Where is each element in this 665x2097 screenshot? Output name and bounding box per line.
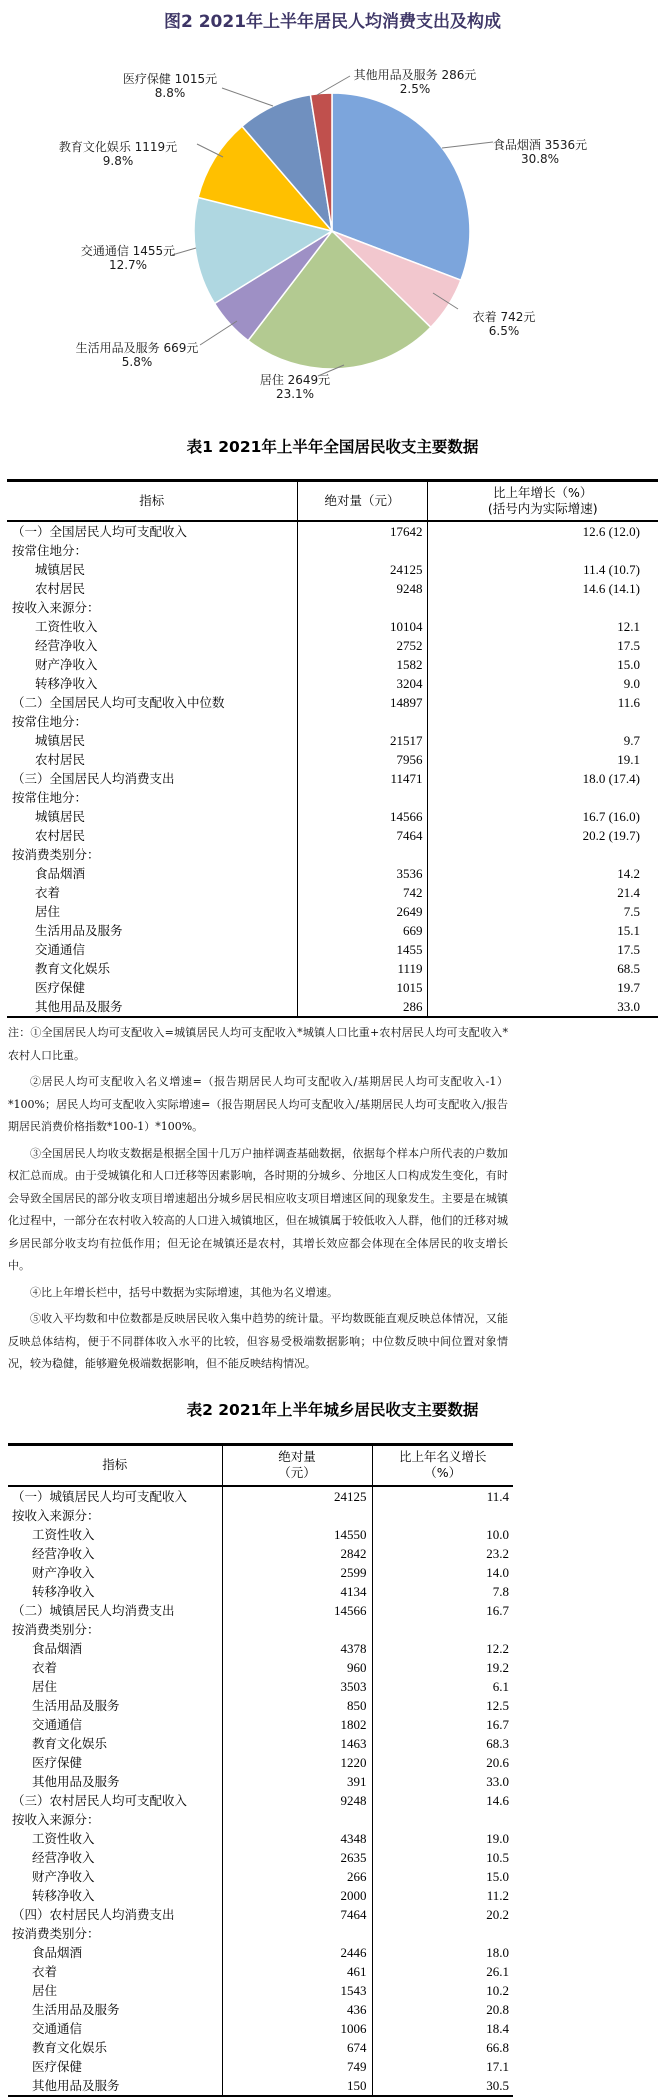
pie-label-text: 食品烟酒 3536元 [492, 138, 588, 152]
table-row [7, 693, 658, 712]
pie-label-household [37, 341, 237, 369]
absolute-value-cell: 3503 [222, 1677, 372, 1696]
pie-label-text: 生活用品及服务 669元 [75, 341, 199, 355]
indicator-cell: （四）农村居民人均消费支出 [12, 1906, 175, 1922]
absolute-value-cell: 1463 [222, 1734, 372, 1753]
pie-label-pct: 6.5% [488, 324, 520, 338]
pie-label-health [70, 72, 270, 100]
table-row [7, 864, 658, 883]
absolute-value-cell: 7464 [297, 826, 427, 845]
indicator-cell: 按常住地分： [12, 543, 88, 558]
table-row [8, 1525, 513, 1544]
indicator-cell: 其他用品及服务 [32, 1773, 120, 1789]
absolute-value-cell: 14566 [222, 1601, 372, 1620]
table-row [7, 750, 658, 769]
indicator-cell: 生活用品及服务 [32, 1697, 120, 1713]
table-row [8, 2057, 513, 2076]
indicator-cell: 医疗保健 [32, 2058, 83, 2074]
indicator-cell: 城镇居民 [35, 733, 86, 748]
absolute-value-cell: 14566 [297, 807, 427, 826]
indicator-cell: 按消费类别分： [12, 1621, 100, 1637]
indicator-cell: 交通通信 [32, 1716, 83, 1732]
col-header-growth-line1: 比上年名义增长 [398, 1449, 487, 1464]
table-row [7, 617, 658, 636]
pie-label-pct: 2.5% [399, 82, 431, 96]
growth-value-cell: 14.2 [617, 866, 640, 881]
absolute-value-cell: 1015 [297, 978, 427, 997]
table-row [8, 1791, 513, 1810]
table-row [8, 1696, 513, 1715]
table-row [8, 1486, 513, 1506]
table-row [8, 1620, 513, 1639]
absolute-value-cell: 7464 [222, 1905, 372, 1924]
indicator-cell: 经营净收入 [35, 638, 98, 653]
table-row [7, 959, 658, 978]
absolute-value-cell: 2446 [222, 1943, 372, 1962]
table-row [7, 521, 658, 541]
indicator-cell: 教育文化娱乐 [32, 1735, 108, 1751]
table-row [8, 1829, 513, 1848]
indicator-cell: 教育文化娱乐 [32, 2039, 108, 2055]
table2-header-row [8, 1444, 513, 1486]
absolute-value-cell [297, 712, 427, 731]
indicator-cell: 按常住地分： [12, 790, 88, 805]
table-row [7, 978, 658, 997]
indicator-cell: 工资性收入 [35, 619, 98, 634]
table-row [7, 883, 658, 902]
growth-value-cell [427, 788, 658, 807]
indicator-cell: 衣着 [35, 885, 61, 900]
indicator-cell: （三）农村居民人均可支配收入 [12, 1792, 188, 1808]
growth-value-cell [427, 845, 658, 864]
table1 [7, 479, 658, 1018]
table-row [7, 731, 658, 750]
absolute-value-cell: 21517 [297, 731, 427, 750]
growth-value-cell: 17.5 [617, 638, 640, 653]
growth-value-cell: 9.0 [623, 676, 640, 691]
absolute-value-cell: 749 [222, 2057, 372, 2076]
indicator-cell: 农村居民 [35, 752, 86, 767]
indicator-cell: （二）城镇居民人均消费支出 [12, 1602, 175, 1618]
growth-value-cell: 15.1 [617, 923, 640, 938]
growth-value-cell: 66.8 [486, 2039, 509, 2055]
indicator-cell: 财产净收入 [32, 1564, 95, 1580]
absolute-value-cell: 1582 [297, 655, 427, 674]
absolute-value-cell: 3204 [297, 674, 427, 693]
absolute-value-cell: 14897 [297, 693, 427, 712]
indicator-cell: 工资性收入 [32, 1526, 95, 1542]
table-row [7, 826, 658, 845]
table-row [8, 1753, 513, 1772]
indicator-cell: 交通通信 [35, 942, 86, 957]
table-row [8, 1601, 513, 1620]
pie-chart-area [0, 40, 665, 415]
figure2-title: 图2 2021年上半年居民人均消费支出及构成 [163, 12, 502, 32]
growth-value-cell: 16.7 [486, 1716, 509, 1732]
table-row [7, 769, 658, 788]
col-header-growth [427, 481, 658, 522]
growth-value-cell: 16.7 (16.0) [582, 809, 640, 824]
absolute-value-cell: 266 [222, 1867, 372, 1886]
indicator-cell: 经营净收入 [32, 1545, 95, 1561]
pie-label-pct: 5.8% [121, 355, 153, 369]
absolute-value-cell: 7956 [297, 750, 427, 769]
pie-label-clothing [404, 310, 604, 338]
growth-value-cell: 20.2 [486, 1906, 509, 1922]
absolute-value-cell: 461 [222, 1962, 372, 1981]
table-row [8, 1848, 513, 1867]
absolute-value-cell: 960 [222, 1658, 372, 1677]
pie-label-housing [195, 373, 395, 401]
absolute-value-cell [297, 845, 427, 864]
growth-value-cell: 17.5 [617, 942, 640, 957]
absolute-value-cell: 24125 [297, 560, 427, 579]
indicator-cell: 城镇居民 [35, 562, 86, 577]
growth-value-cell [372, 1506, 513, 1525]
indicator-cell: 衣着 [32, 1659, 58, 1675]
absolute-value-cell [297, 788, 427, 807]
growth-value-cell: 33.0 [486, 1773, 509, 1789]
absolute-value-cell [222, 1810, 372, 1829]
absolute-value-cell: 1543 [222, 1981, 372, 2000]
table-row [7, 674, 658, 693]
absolute-value-cell: 2649 [297, 902, 427, 921]
indicator-cell: 医疗保健 [32, 1754, 83, 1770]
growth-value-cell: 14.0 [486, 1564, 509, 1580]
table-row [8, 1582, 513, 1601]
absolute-value-cell: 11471 [297, 769, 427, 788]
indicator-cell: 居住 [35, 904, 61, 919]
table-row [7, 541, 658, 560]
indicator-cell: 农村居民 [35, 828, 86, 843]
table-row [7, 712, 658, 731]
growth-value-cell: 19.0 [486, 1830, 509, 1846]
table-row [8, 1886, 513, 1905]
table-row [8, 1867, 513, 1886]
indicator-cell: 食品烟酒 [32, 1640, 83, 1656]
table1-title: 表1 2021年上半年全国居民收支主要数据 [186, 438, 479, 456]
growth-value-cell: 68.5 [617, 961, 640, 976]
growth-value-cell: 19.2 [486, 1659, 509, 1675]
pie-label-pct: 30.8% [520, 152, 560, 166]
growth-value-cell: 9.7 [623, 733, 640, 748]
table-row [7, 598, 658, 617]
growth-value-cell [372, 1924, 513, 1943]
absolute-value-cell: 2752 [297, 636, 427, 655]
growth-value-cell: 26.1 [486, 1963, 509, 1979]
absolute-value-cell: 9248 [297, 579, 427, 598]
table2 [8, 1443, 513, 2097]
absolute-value-cell [222, 1620, 372, 1639]
growth-value-cell: 23.2 [486, 1545, 509, 1561]
pie-label-other [315, 68, 515, 96]
growth-value-cell: 15.0 [617, 657, 640, 672]
absolute-value-cell [222, 1506, 372, 1525]
pie-label-pct: 12.7% [108, 258, 148, 272]
indicator-cell: 农村居民 [35, 581, 86, 596]
growth-value-cell: 10.0 [486, 1526, 509, 1542]
growth-value-cell: 16.7 [486, 1602, 509, 1618]
growth-value-cell: 11.4 [486, 1488, 509, 1504]
growth-value-cell: 20.2 (19.7) [582, 828, 640, 843]
growth-value-cell: 12.6 (12.0) [582, 524, 640, 539]
indicator-cell: 生活用品及服务 [35, 923, 123, 938]
absolute-value-cell [222, 1924, 372, 1943]
table-row [7, 788, 658, 807]
pie-label-text: 其他用品及服务 286元 [353, 68, 477, 82]
table-row [8, 1924, 513, 1943]
indicator-cell: 按消费类别分： [12, 1925, 100, 1941]
col-header-growth-line1: 比上年增长（%） [493, 485, 593, 500]
absolute-value-cell: 669 [297, 921, 427, 940]
table-row [7, 655, 658, 674]
absolute-value-cell: 1455 [297, 940, 427, 959]
table-row [8, 1943, 513, 1962]
col-header-absolute: 绝对量（元） [297, 481, 427, 522]
table1-header-row [7, 481, 658, 522]
absolute-value-cell: 17642 [297, 521, 427, 541]
absolute-value-cell [297, 598, 427, 617]
absolute-value-cell: 850 [222, 1696, 372, 1715]
indicator-cell: 工资性收入 [32, 1830, 95, 1846]
indicator-cell: （一）城镇居民人均可支配收入 [12, 1488, 188, 1504]
absolute-value-cell: 674 [222, 2038, 372, 2057]
indicator-cell: 医疗保健 [35, 980, 86, 995]
pie-label-text: 医疗保健 1015元 [122, 72, 218, 86]
table-row [8, 2000, 513, 2019]
growth-value-cell: 18.0 (17.4) [582, 771, 640, 786]
absolute-value-cell: 10104 [297, 617, 427, 636]
growth-value-cell: 12.5 [486, 1697, 509, 1713]
table-row [8, 1639, 513, 1658]
col-header-absolute-line1: 绝对量 [278, 1449, 316, 1464]
indicator-cell: 居住 [32, 1678, 58, 1694]
col-header-indicator: 指标 [7, 481, 297, 522]
growth-value-cell: 11.2 [486, 1887, 509, 1903]
absolute-value-cell [297, 541, 427, 560]
col-header-growth-line2: (括号内为实际增速) [487, 501, 598, 516]
growth-value-cell: 20.8 [486, 2001, 509, 2017]
table-row [8, 1563, 513, 1582]
absolute-value-cell: 2842 [222, 1544, 372, 1563]
growth-value-cell: 10.2 [486, 1982, 509, 1998]
pie-label-transport [28, 244, 228, 272]
growth-value-cell [427, 541, 658, 560]
absolute-value-cell: 3536 [297, 864, 427, 883]
indicator-cell: 按收入来源分： [12, 1507, 100, 1523]
growth-value-cell: 6.1 [492, 1678, 509, 1694]
absolute-value-cell: 150 [222, 2076, 372, 2096]
table-row [8, 1981, 513, 2000]
table-row [7, 636, 658, 655]
table-row [7, 921, 658, 940]
pie-label-text: 交通通信 1455元 [80, 244, 176, 258]
indicator-cell: 转移净收入 [35, 676, 98, 691]
growth-value-cell: 12.1 [617, 619, 640, 634]
absolute-value-cell: 742 [297, 883, 427, 902]
absolute-value-cell: 1006 [222, 2019, 372, 2038]
pie-label-pct: 9.8% [102, 154, 134, 168]
growth-value-cell: 19.1 [617, 752, 640, 767]
indicator-cell: 食品烟酒 [32, 1944, 83, 1960]
pie-label-text: 衣着 742元 [472, 310, 536, 324]
indicator-cell: 转移净收入 [32, 1583, 95, 1599]
table-row [8, 1772, 513, 1791]
col-header-absolute [222, 1444, 372, 1486]
absolute-value-cell: 286 [297, 997, 427, 1017]
growth-value-cell: 14.6 [486, 1792, 509, 1808]
absolute-value-cell: 436 [222, 2000, 372, 2019]
growth-value-cell: 30.5 [372, 2076, 513, 2096]
col-header-growth-line2: （%） [424, 1465, 462, 1480]
growth-value-cell [372, 1620, 513, 1639]
indicator-cell: 教育文化娱乐 [35, 961, 111, 976]
pie-label-text: 居住 2649元 [259, 373, 331, 387]
table-row [7, 807, 658, 826]
indicator-cell: 财产净收入 [32, 1868, 95, 1884]
growth-value-cell: 68.3 [486, 1735, 509, 1751]
indicator-cell: 财产净收入 [35, 657, 98, 672]
col-header-growth [372, 1444, 513, 1486]
growth-value-cell: 11.4 (10.7) [583, 562, 640, 577]
indicator-cell: 其他用品及服务 [8, 2076, 222, 2096]
table-row [8, 1962, 513, 1981]
table-row [8, 1506, 513, 1525]
indicator-cell: （三）全国居民人均消费支出 [12, 771, 175, 786]
absolute-value-cell: 9248 [222, 1791, 372, 1810]
growth-value-cell: 18.0 [486, 1944, 509, 1960]
absolute-value-cell: 4134 [222, 1582, 372, 1601]
table-row [7, 560, 658, 579]
indicator-cell: 城镇居民 [35, 809, 86, 824]
indicator-cell: 按常住地分： [12, 714, 88, 729]
indicator-cell: 其他用品及服务 [7, 997, 297, 1017]
growth-value-cell: 14.6 (14.1) [582, 581, 640, 596]
table-row [7, 845, 658, 864]
table-row [8, 1734, 513, 1753]
growth-value-cell: 19.7 [617, 980, 640, 995]
note-5: ⑤收入平均数和中位数都是反映居民收入集中趋势的统计量。平均数既能直观反映总体情况，又能反映总体结构，便于不同群体收入水平的比较，但容易受极端数据影响；中位数反映中间位置对象情况，较为稳健，能够避免极端数据影响，但不能反映结构情况。 [8, 1312, 508, 1370]
indicator-cell: 按收入来源分： [12, 600, 100, 615]
indicator-cell: 经营净收入 [32, 1849, 95, 1865]
absolute-value-cell: 1802 [222, 1715, 372, 1734]
table-row [8, 1715, 513, 1734]
growth-value-cell [427, 712, 658, 731]
indicator-cell: 衣着 [32, 1963, 58, 1979]
absolute-value-cell: 14550 [222, 1525, 372, 1544]
growth-value-cell [427, 598, 658, 617]
growth-value-cell: 17.1 [486, 2058, 509, 2074]
pie-label-text: 教育文化娱乐 1119元 [58, 140, 178, 154]
note-2: ②居民人均可支配收入名义增速=（报告期居民人均可支配收入/基期居民人均可支配收入-1）*100%；居民人均可支配收入实际增速=（报告期居民人均可支配收入/基期居民人均可支配收入/报告期居民消费价格指数*100-1）*100%。 [8, 1075, 508, 1133]
pie-label-education [18, 140, 218, 168]
absolute-value-cell: 4378 [222, 1639, 372, 1658]
table-row [8, 1677, 513, 1696]
absolute-value-cell: 1220 [222, 1753, 372, 1772]
growth-value-cell: 33.0 [427, 997, 658, 1017]
indicator-cell: （一）全国居民人均可支配收入 [12, 524, 188, 539]
table-row [8, 2019, 513, 2038]
col-header-absolute-line2: （元） [278, 1465, 316, 1480]
table-row [7, 902, 658, 921]
table-row [8, 2076, 513, 2096]
indicator-cell: 居住 [32, 1982, 58, 1998]
table-row [8, 1544, 513, 1563]
indicator-cell: （二）全国居民人均可支配收入中位数 [12, 695, 225, 710]
growth-value-cell: 18.4 [486, 2020, 509, 2036]
indicator-cell: 交通通信 [32, 2020, 83, 2036]
table-row [8, 1658, 513, 1677]
table-row [7, 997, 658, 1017]
absolute-value-cell: 24125 [222, 1486, 372, 1506]
absolute-value-cell: 1119 [297, 959, 427, 978]
table2-title: 表2 2021年上半年城乡居民收支主要数据 [186, 1400, 479, 1419]
indicator-cell: 按收入来源分： [12, 1811, 100, 1827]
growth-value-cell: 7.8 [492, 1583, 509, 1599]
table-row [7, 579, 658, 598]
pie-label-pct: 8.8% [154, 86, 186, 100]
indicator-cell: 生活用品及服务 [32, 2001, 120, 2017]
indicator-cell: 转移净收入 [32, 1887, 95, 1903]
growth-value-cell: 12.2 [486, 1640, 509, 1656]
absolute-value-cell: 4348 [222, 1829, 372, 1848]
indicator-cell: 食品烟酒 [35, 866, 86, 881]
growth-value-cell: 15.0 [486, 1868, 509, 1884]
absolute-value-cell: 391 [222, 1772, 372, 1791]
growth-value-cell: 11.6 [617, 695, 640, 710]
growth-value-cell: 7.5 [623, 904, 640, 919]
absolute-value-cell: 2635 [222, 1848, 372, 1867]
pie-label-food [440, 138, 640, 166]
absolute-value-cell: 2000 [222, 1886, 372, 1905]
growth-value-cell: 21.4 [617, 885, 640, 900]
indicator-cell: 按消费类别分： [12, 847, 100, 862]
growth-value-cell [372, 1810, 513, 1829]
note-1: 注：①全国居民人均可支配收入=城镇居民人均可支配收入*城镇人口比重+农村居民人均可支配收入*农村人口比重。 [8, 1026, 508, 1062]
col-header-indicator: 指标 [8, 1444, 222, 1486]
growth-value-cell: 10.5 [486, 1849, 509, 1865]
table1-notes [8, 1022, 508, 1376]
table-row [8, 1905, 513, 1924]
pie-label-pct: 23.1% [275, 387, 315, 401]
table-row [7, 940, 658, 959]
absolute-value-cell: 2599 [222, 1563, 372, 1582]
table-row [8, 1810, 513, 1829]
note-3: ③全国居民人均收支数据是根据全国十几万户抽样调查基础数据，依据每个样本户所代表的户数加权汇总而成。由于受城镇化和人口迁移等因素影响，各时期的分城乡、分地区人口构成发生变化，有时会导致全国居民的部分收支项目增速超出分城乡居民相应收支项目增速区间的现象发生。主要是在城镇化过程中，一部分在农村收入较高的人口进入城镇地区，但在城镇属于较低收入人群，他们的迁移对城乡居民部分收支均有拉低作用；但无论在城镇还是农村，其增长效应都会体现在全体居民的收支增长中。 [8, 1146, 508, 1272]
note-4: ④比上年增长栏中，括号中数据为实际增速，其他为名义增速。 [30, 1285, 338, 1299]
growth-value-cell: 20.6 [486, 1754, 509, 1770]
